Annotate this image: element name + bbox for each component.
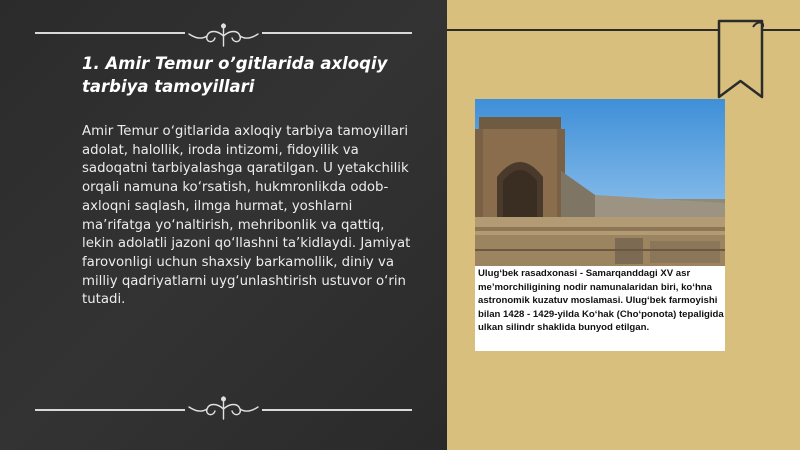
ornament-flourish-icon [185, 393, 262, 423]
bookmark-icon [717, 19, 764, 99]
photo-caption: Ulug‘bek rasadxonasi - Samarqanddagi XV asr me’morchiligining nodir namunalaridan biri, ko‘hna astronomik kuzatuv moslamasi. Ulug‘bek farmoyishi bilan 1428 - 1429-yilda Ko‘hak (Cho‘ponota) tepaligida ulkan silindr shaklida bunyod etilgan. [478, 268, 724, 334]
slide-title: 1. Amir Temur oʼgitlarida axloqiy tarbiya tamoyillari [82, 54, 388, 96]
bottom-rule-left [35, 409, 185, 411]
bottom-rule-right [262, 409, 412, 411]
photo-card [475, 99, 725, 351]
top-rule-right [262, 32, 412, 34]
observatory-photo [475, 99, 725, 266]
slide-body-text: Amir Temur oʻgitlarida axloqiy tarbiya tamoyillari adolat, halollik, iroda intizomi, fidoyilik va sadoqatni tarbiyalashga qaratilgan. U yetakchilik orqali namuna ko‘rsatish, hukmronlikda odob-axloqni saqlash, ilmga hurmat, yoshlarni ma’rifatga yo‘naltirish, mehribonlik va qattiq, lekin adolatli jazoni qo‘llashni ta’kidlaydi. Jamiyat farovonligi uchun shaxsiy barkamollik, diniy va milliy qadriyatlarni uyg‘unlashtirish ustuvor o‘rin tutadi. [82, 124, 411, 308]
top-rule-left [35, 32, 185, 34]
ornament-flourish-icon [185, 20, 262, 50]
